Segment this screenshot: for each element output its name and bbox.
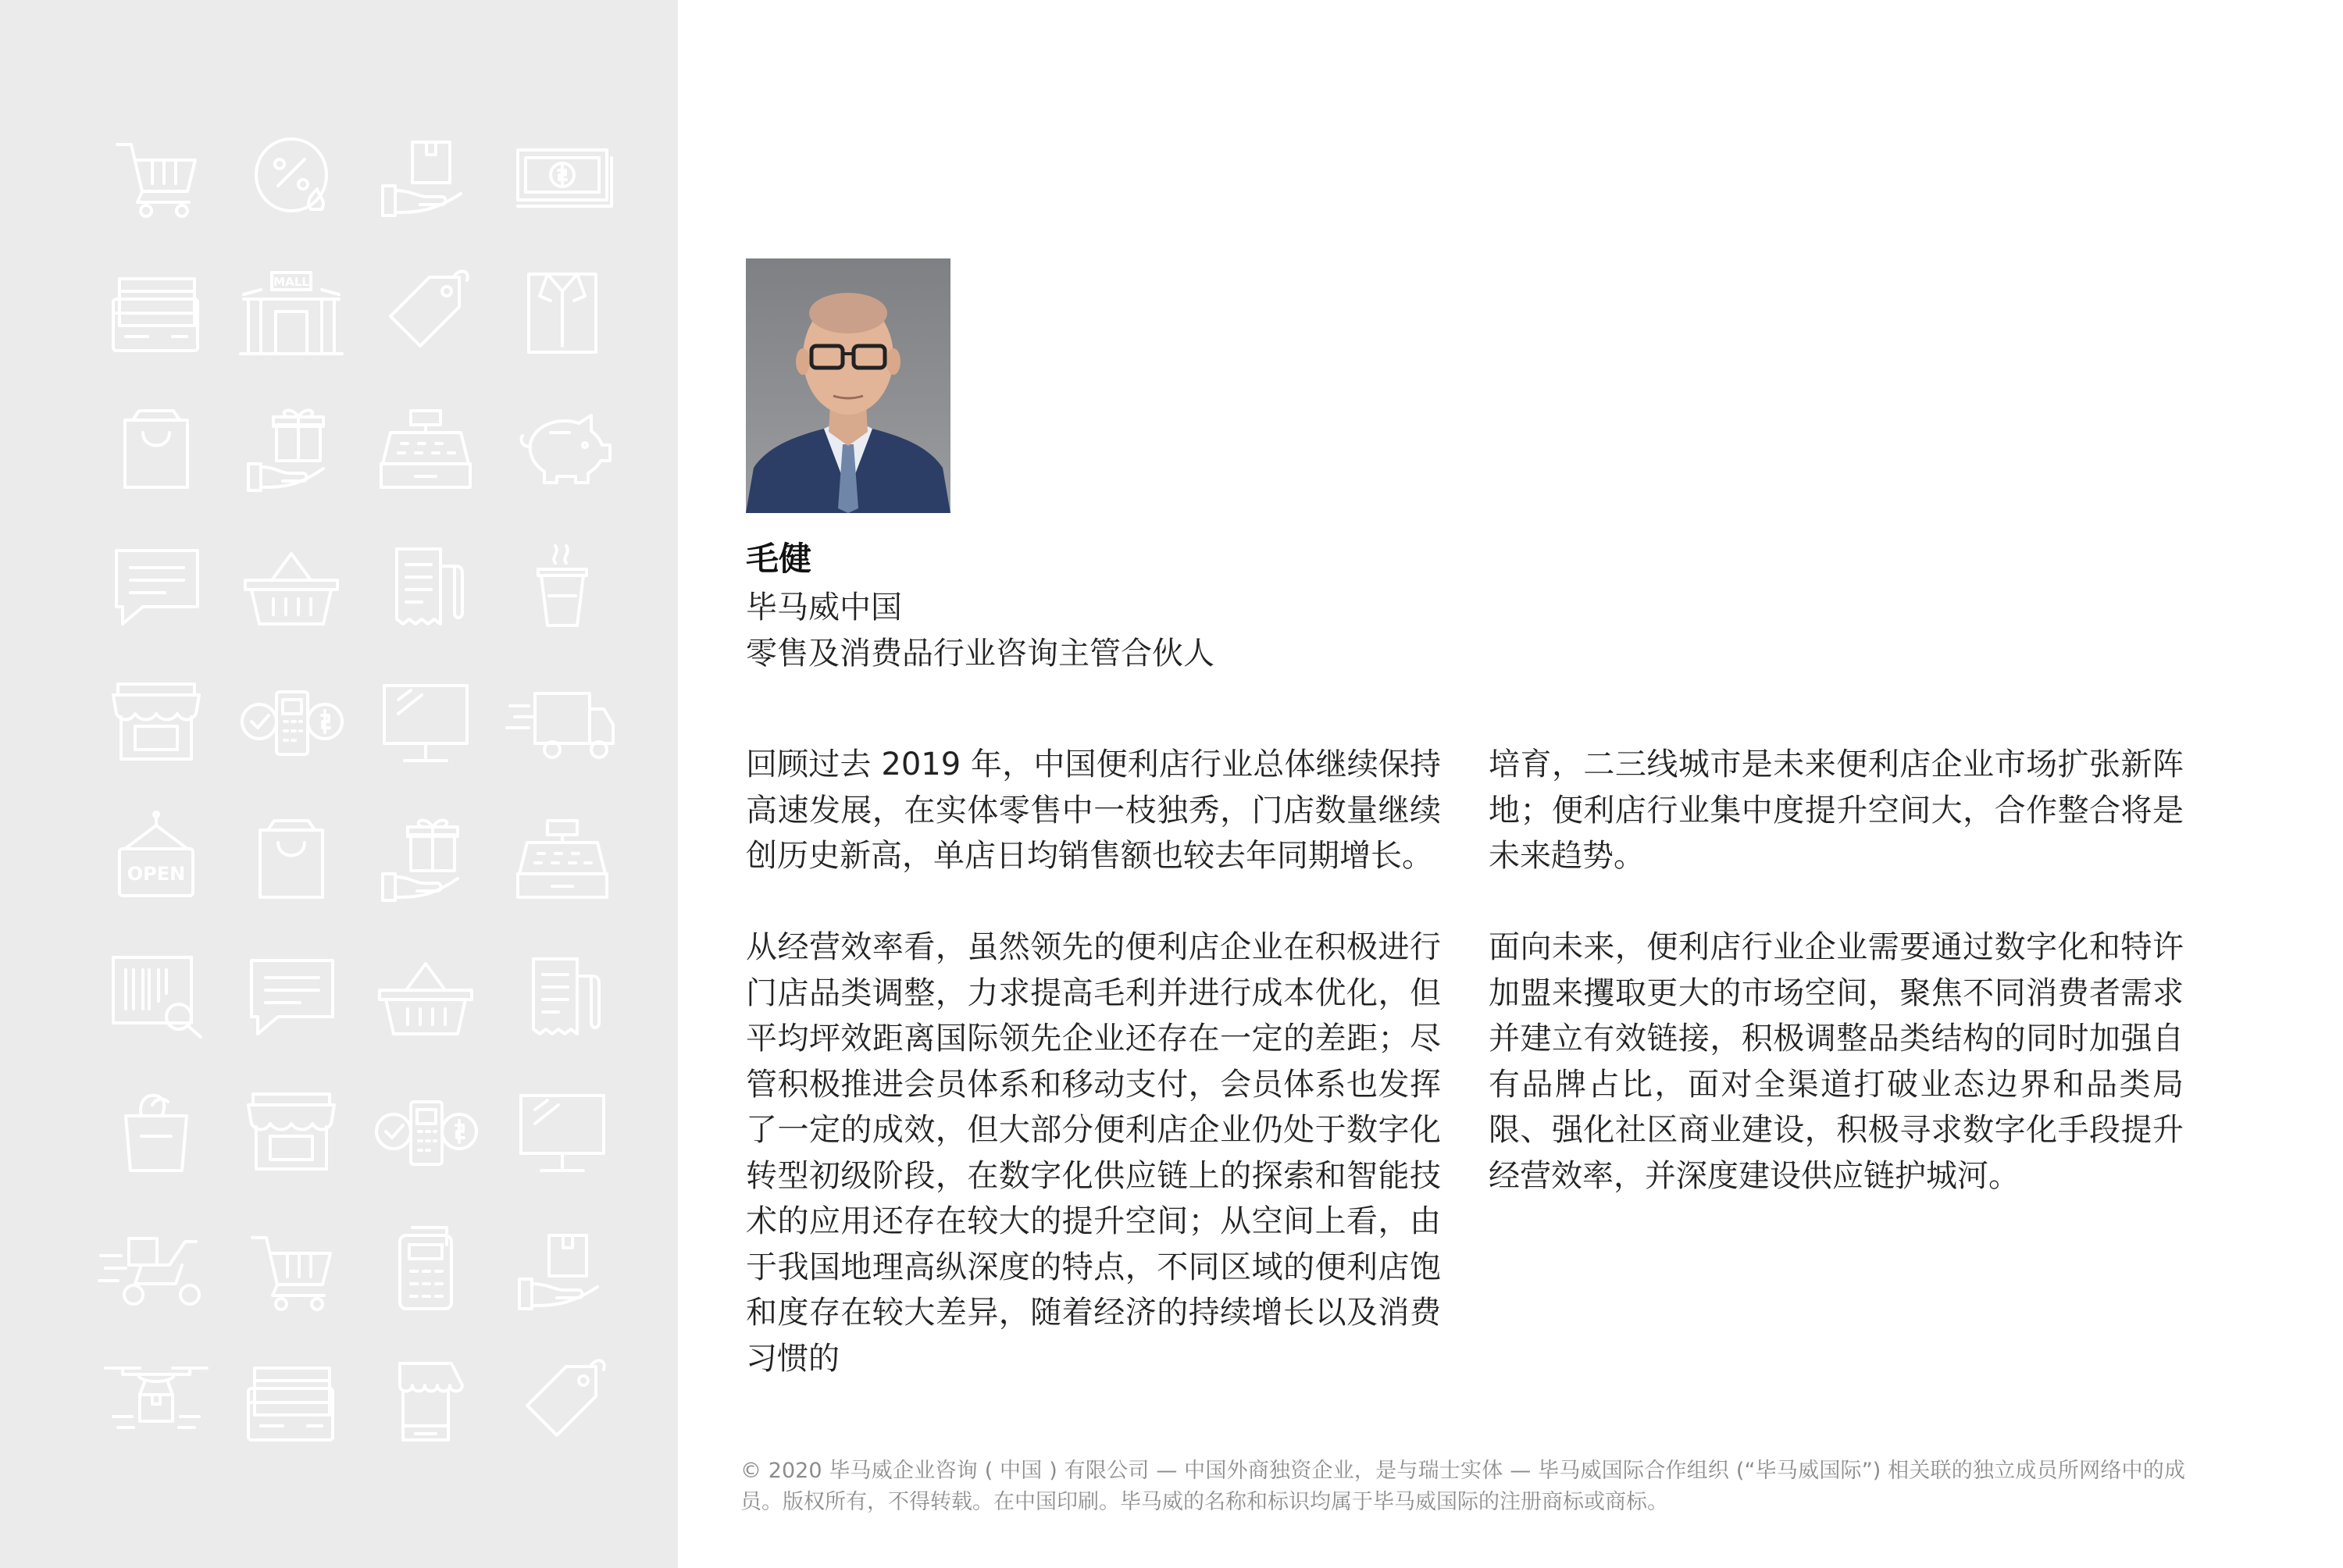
shop-awning-icon [98,672,215,773]
cash-bill-icon [504,125,621,226]
shopping-basket-icon [233,535,350,636]
svg-text:OPEN: OPEN [127,863,186,885]
hand-gift-icon [367,808,484,910]
shirt-box-icon [504,262,621,363]
svg-text:MALL: MALL [273,275,309,289]
hand-box-icon [504,1218,621,1320]
chat-message-icon [98,535,215,636]
person-company: 毕马威中国 [746,590,902,625]
shopping-bag-icon [98,398,215,500]
person-role: 零售及消费品行业咨询主管合伙人 [746,636,1214,672]
shopping-cart-icon [233,1218,350,1320]
discount-fire-icon [233,125,350,226]
hot-drink-cup-icon [504,535,621,636]
open-sign-icon [98,808,215,910]
monitor-stand-icon [367,672,484,773]
calculator-receipt-icon [367,1218,484,1320]
price-tag-icon [367,262,484,363]
article-paragraph: 从经营效率看，虽然领先的便利店企业在积极进行门店品类调整，力求提高毛利并进行成本优化，但平均坪效距离国际领先企业还存在一定的差距；尽管积极推进会员体系和移动支付，会员体系也发挥了一定的成效，但大部分便利店企业仍处于数字化转型初级阶段，在数字化供应链上的探索和智能技术的应用还存在较大的提升空间；从空间上看，由于我国地理高纵深度的特点，不同区域的便利店饱和度存在较大差异，随着经济的持续增长以及消费习惯的 [746,929,1441,1377]
credit-card-icon [233,1351,350,1452]
shopping-cart-icon [98,125,215,226]
article-paragraph: 培育，二三线城市是未来便利店企业市场扩张新阵地；便利店行业集中度提升空间大，合作整合将是未来趋势。 [1489,747,2184,874]
price-tag-icon [504,1351,621,1452]
credit-card-icon [98,262,215,363]
article-paragraph: 回顾过去 2019 年，中国便利店行业总体继续保持高速发展，在实体零售中一枝独秀，门店数量继续创历史新高，单店日均销售额也较去年同期增长。 [746,747,1441,874]
copyright-footer: © 2020 毕马威企业咨询 ( 中国 ) 有限公司 — 中国外商独资企业，是与瑞士实体 — 毕马威国际合作组织 (“毕马威国际”) 相关联的独立成员所网络中的成员。版权所有，不得转载。在中国印刷。毕马威的名称和标识均属于毕马威国际的注册商标或商标。 [740,1459,2185,1514]
hand-gift-icon [233,398,350,500]
shopping-bag-icon [233,808,350,910]
chat-message-icon [233,945,350,1046]
shop-awning-icon [233,1082,350,1183]
delivery-scooter-icon [98,1218,215,1320]
cash-register-icon [367,398,484,500]
portrait-photo [746,258,950,513]
delivery-truck-icon [504,672,621,773]
receipt-icon [367,535,484,636]
card-payment-icon [233,672,350,773]
shopping-basket-icon [367,945,484,1046]
piggy-bank-icon [504,398,621,500]
card-payment-icon [367,1082,484,1183]
article-column-right [1489,742,2184,1199]
cash-register-icon [504,808,621,910]
receipt-icon [504,945,621,1046]
shop-kiosk-icon [367,1351,484,1452]
hand-box-icon [367,125,484,226]
delivery-drone-icon [98,1351,215,1452]
article-paragraph: 面向未来，便利店行业企业需要通过数字化和特许加盟来攫取更大的市场空间，聚焦不同消费者需求并建立有效链接，积极调整品类结构的同时加强自有品牌占比，面对全渠道打破业态边界和品类局限、强化社区商业建设，积极寻求数字化手段提升经营效率，并深度建设供应链护城河。 [1489,929,2184,1194]
person-name: 毛健 [746,540,812,578]
article-column-left [746,742,1441,1381]
grocery-bag-icon [98,1082,215,1183]
monitor-stand-icon [504,1082,621,1183]
mall-storefront-icon [233,262,350,363]
decorative-icon-panel [0,0,678,1568]
barcode-search-icon [98,945,215,1046]
